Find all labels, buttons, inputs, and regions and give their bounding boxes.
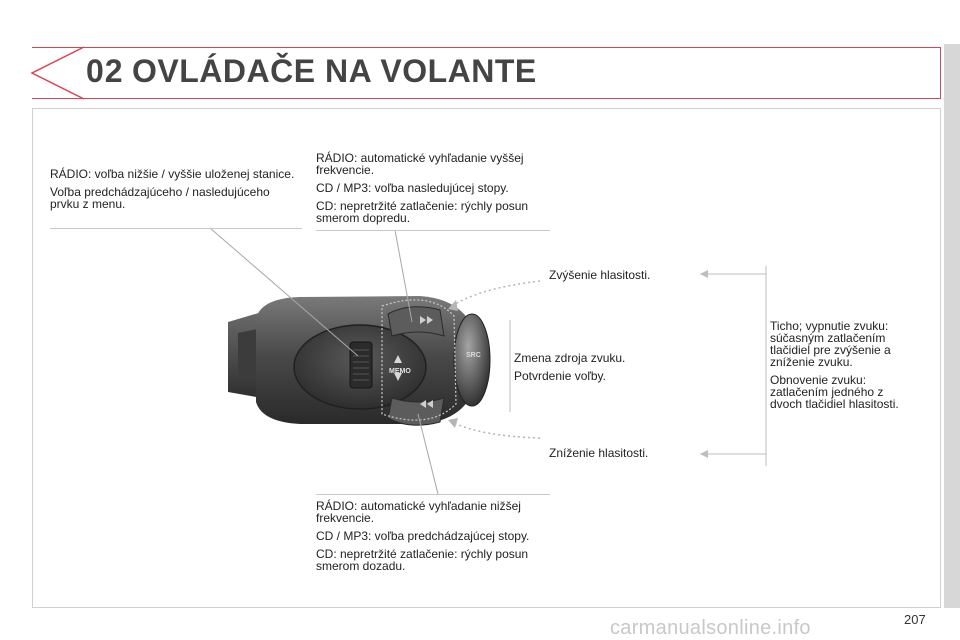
scroll-wheel bbox=[350, 342, 372, 388]
callout-source bbox=[514, 352, 694, 388]
memo-label: MEMO bbox=[389, 368, 411, 375]
page-title: OVLÁDAČE NA VOLANTE bbox=[132, 53, 537, 89]
callout-text: CD: nepretržité zatlačenie: rýchly posun smerom dozadu. bbox=[316, 547, 529, 573]
src-label: SRC bbox=[466, 352, 481, 359]
page-number: 207 bbox=[904, 612, 926, 627]
callout-text: RÁDIO: voľba nižšie / vyššie uloženej stanice. bbox=[50, 167, 295, 181]
divider bbox=[316, 230, 550, 231]
divider bbox=[50, 228, 302, 229]
callout-text: RÁDIO: automatické vyhľadanie vyššej frekvencie. bbox=[316, 151, 524, 177]
seek-up-button-shape bbox=[388, 307, 444, 336]
callout-volume-up: Zvýšenie hlasitosti. bbox=[549, 268, 651, 282]
watermark: carmanualsonline.info bbox=[610, 617, 811, 639]
callout-seek-down bbox=[316, 500, 552, 578]
callout-text: Obnovenie zvuku: zatlačením jedného z dvoch tlačidiel hlasitosti. bbox=[770, 373, 899, 411]
callout-text: Zmena zdroja zvuku. bbox=[514, 351, 626, 365]
callout-text: CD: nepretržité zatlačenie: rýchly posun smerom dopredu. bbox=[316, 199, 529, 225]
callout-volume-down: Zníženie hlasitosti. bbox=[549, 446, 649, 460]
callout-text: Voľba predchádzajúceho / nasledujúceho prvku z menu. bbox=[50, 185, 270, 211]
callout-text: RÁDIO: automatické vyhľadanie nižšej frekvencie. bbox=[316, 499, 521, 525]
callout-text: CD / MP3: voľba nasledujúcej stopy. bbox=[316, 181, 509, 195]
callout-text: Ticho; vypnutie zvuku: súčasným zatlačením tlačidiel pre zvýšenie a zníženie zvuku. bbox=[770, 319, 891, 369]
chapter-number: 02 bbox=[86, 53, 124, 89]
seek-down-button-shape bbox=[388, 398, 444, 425]
callout-text: Potvrdenie voľby. bbox=[514, 369, 606, 383]
callout-mute bbox=[770, 320, 916, 416]
callout-seek-up bbox=[316, 152, 552, 230]
callout-radio-station bbox=[50, 168, 295, 216]
divider bbox=[316, 494, 550, 495]
callout-text: CD / MP3: voľba predchádzajúcej stopy. bbox=[316, 529, 530, 543]
